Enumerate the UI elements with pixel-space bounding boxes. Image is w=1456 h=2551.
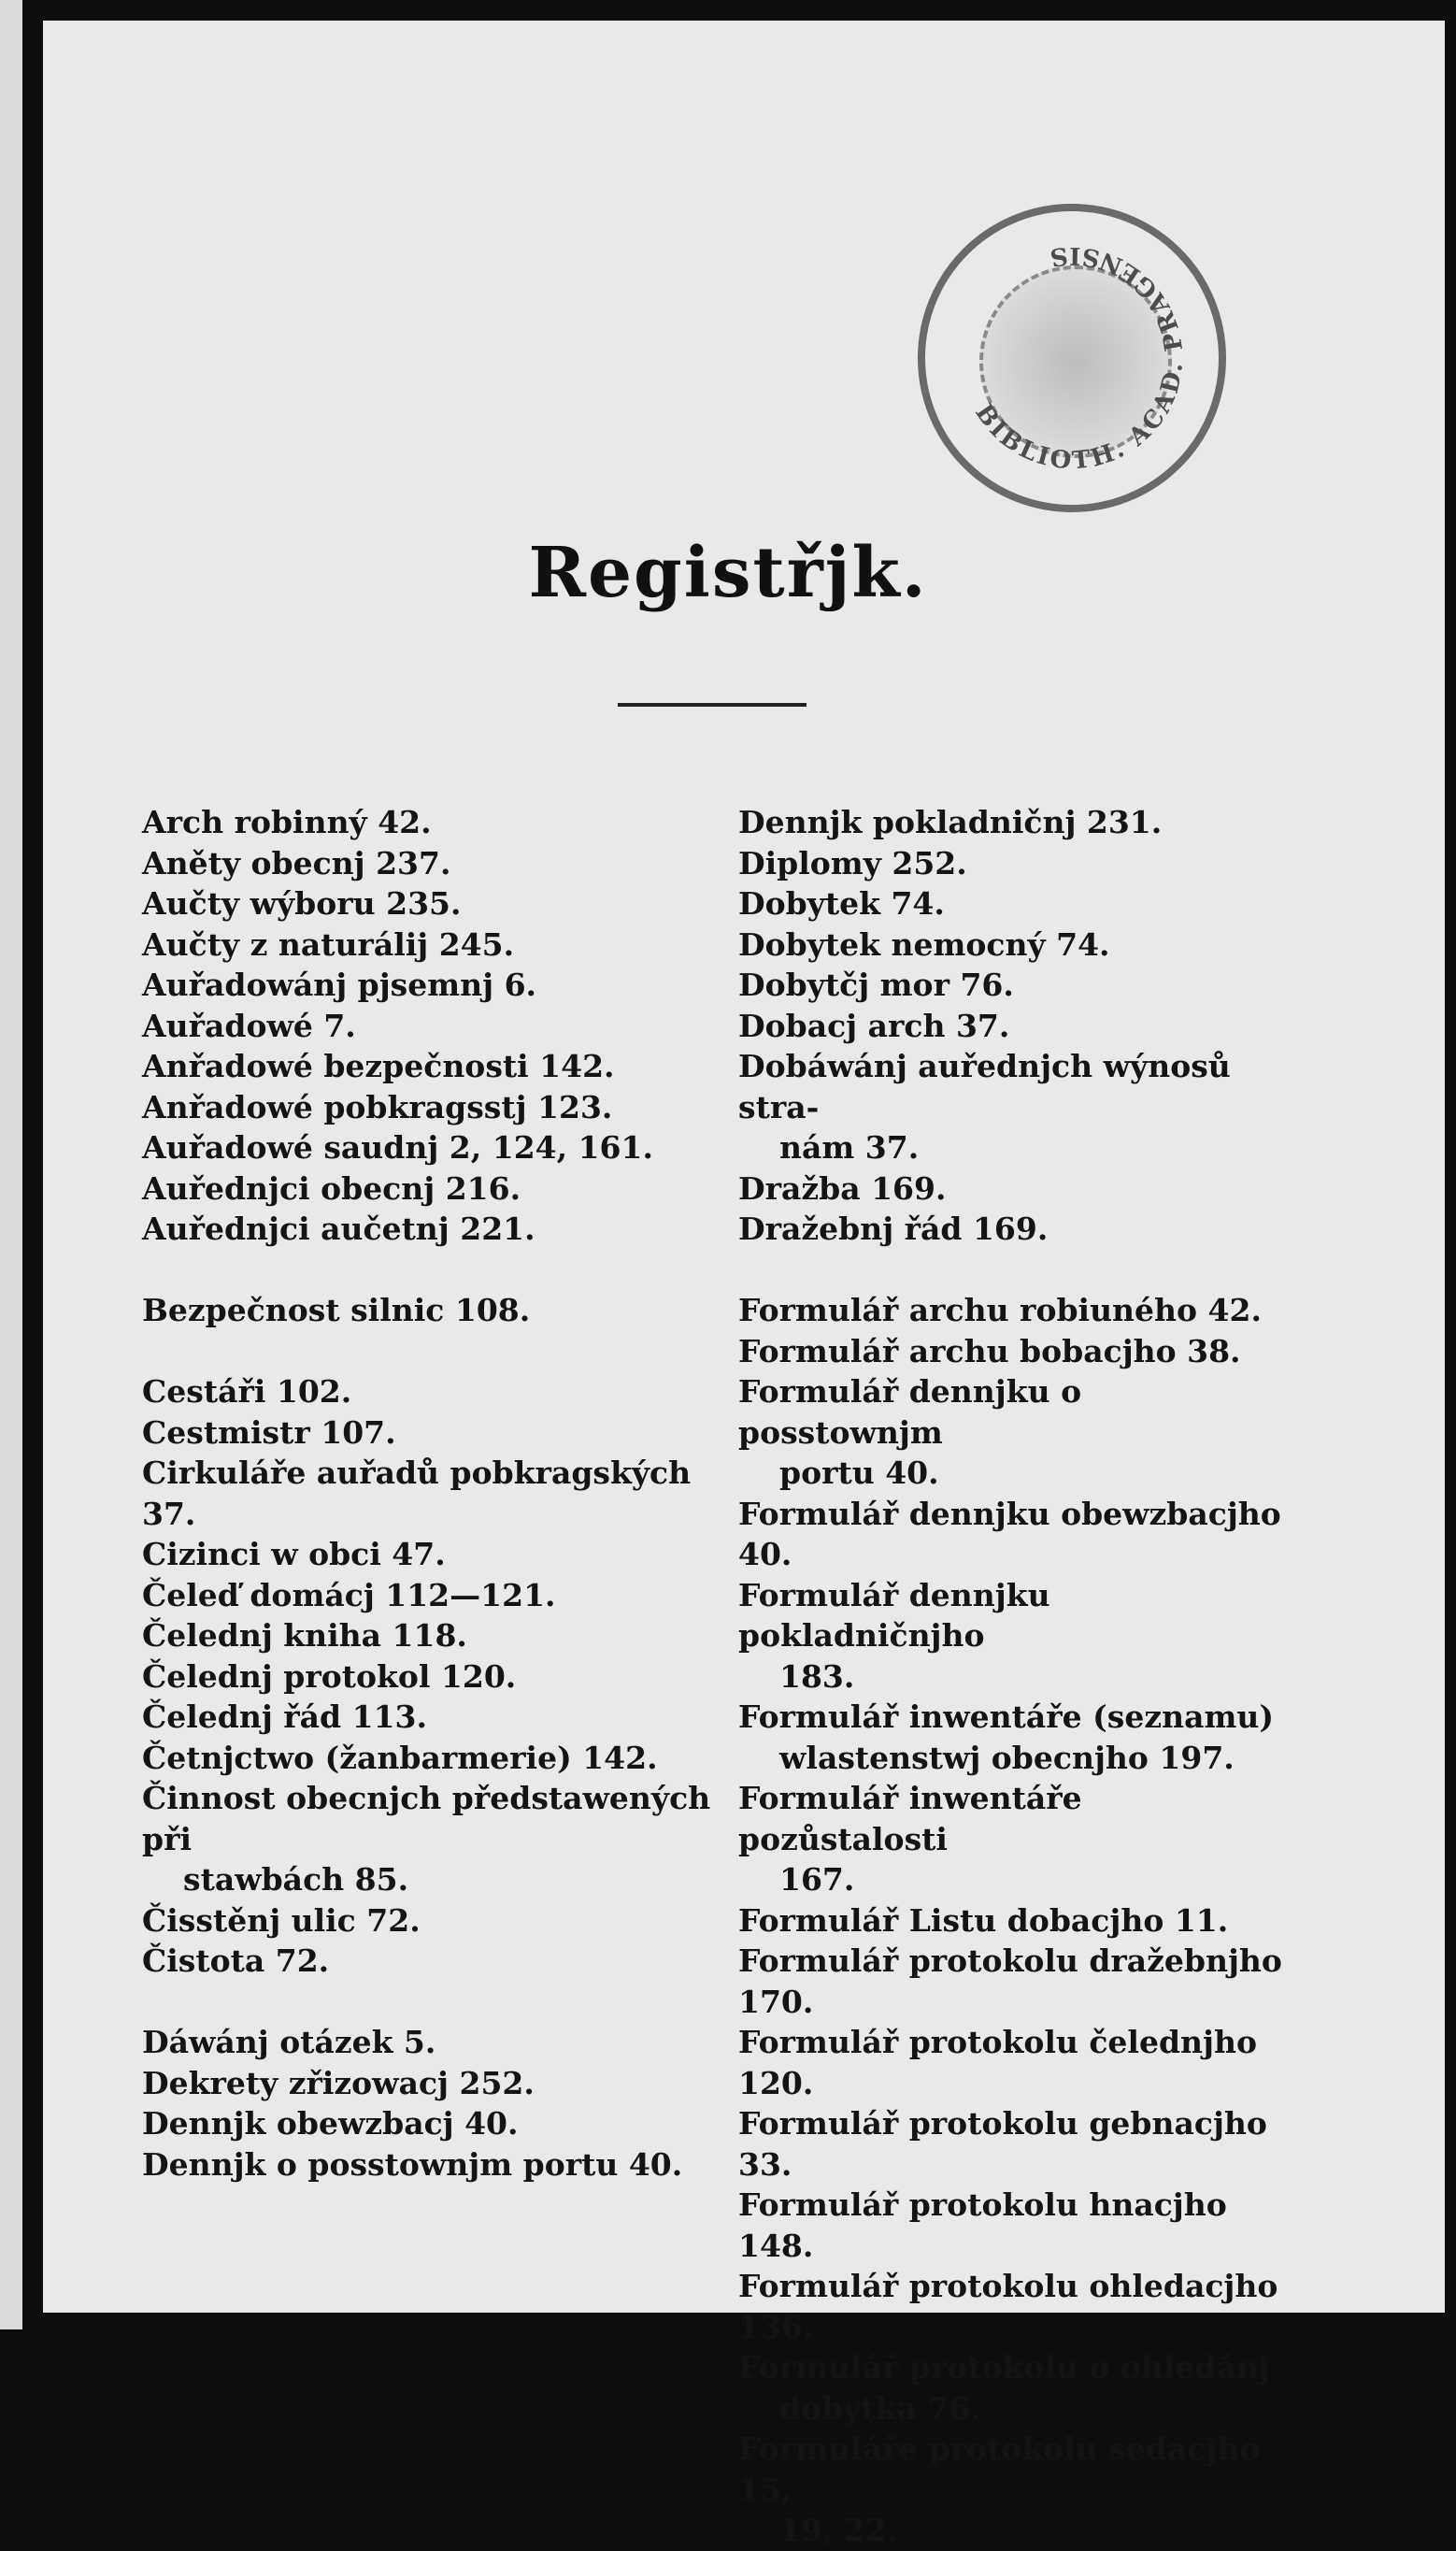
- index-entry-continuation: portu 40.: [779, 1455, 939, 1491]
- index-entry-text: Formulář protokolu hnacjho 148.: [738, 2186, 1227, 2264]
- index-entry-text: Dennjk obewzbacj 40.: [142, 2105, 519, 2142]
- index-entry: [738, 965, 1295, 1006]
- index-entry: [142, 1046, 721, 1087]
- index-entry: [738, 2266, 1295, 2347]
- index-entry-text: Čelednj řád 113.: [142, 1698, 427, 1735]
- index-entry: [738, 2022, 1295, 2103]
- index-entry: [738, 1290, 1295, 1331]
- index-entry-text: Dobytek nemocný 74.: [738, 925, 1110, 963]
- entry-group-gap: [142, 1331, 721, 1372]
- book-spine-edge: [0, 0, 32, 2329]
- index-entry-text: Arch robinný 42.: [142, 804, 432, 840]
- index-entry-text: Formulář protokolu ohledacjho 136.: [738, 2268, 1278, 2345]
- index-entry-continuation: 167.: [779, 1861, 855, 1898]
- stamp-ring-text: [925, 211, 1219, 505]
- index-entry: [142, 1006, 721, 1047]
- index-entry-text: Dražebnj řád 169.: [738, 1211, 1049, 1247]
- index-entry: [142, 1656, 721, 1698]
- index-entry-text: Auřednjci obecnj 216.: [142, 1169, 521, 1207]
- index-entry-text: Dennjk o posstownjm portu 40.: [142, 2145, 683, 2183]
- index-entry-text: Formulář dennjku obewzbacjho 40.: [738, 1495, 1281, 1572]
- index-entry: [142, 2063, 721, 2104]
- index-entry-text: Formulář inwentáře (seznamu): [738, 1698, 1274, 1735]
- index-entry-continuation: nám 37.: [779, 1129, 920, 1166]
- index-entry-text: Diplomy 252.: [738, 844, 967, 881]
- index-entry-continuation: stawbách 85.: [183, 1861, 409, 1898]
- index-entry-text: Dobytčj mor 76.: [738, 967, 1014, 1003]
- index-entry-text: Cestmistr 107.: [142, 1413, 396, 1451]
- index-entry: [738, 1209, 1295, 1250]
- index-entry-text: Auřednjci aučetnj 221.: [142, 1211, 535, 1247]
- entry-group-gap: [738, 1250, 1295, 1291]
- index-entry-text: Dobacj arch 37.: [738, 1007, 1010, 1044]
- index-entry: [142, 1127, 721, 1168]
- index-entry-text: Čelednj kniha 118.: [142, 1617, 467, 1654]
- index-entry-text: Aučty z naturálij 245.: [142, 925, 515, 963]
- index-entry: [738, 1168, 1295, 1210]
- title-divider: [618, 703, 807, 707]
- index-entry: [142, 1290, 721, 1331]
- index-entry: [142, 1738, 721, 1779]
- index-entry-text: Anřadowé bezpečnosti 142.: [142, 1048, 615, 1084]
- index-entry: [142, 924, 721, 966]
- index-entry-text: Čeleď domácj 112—121.: [142, 1576, 556, 1613]
- index-entry: [738, 2185, 1295, 2266]
- index-entry-text: Dekrety zřizowacj 252.: [142, 2064, 535, 2101]
- index-entry-text: Čelednj protokol 120.: [142, 1657, 517, 1695]
- index-entry-continuation: 183.: [779, 1657, 855, 1695]
- index-entry: [142, 2144, 721, 2186]
- index-entry: [142, 1900, 721, 1942]
- index-entry-text: Čistota 72.: [142, 1942, 330, 1979]
- index-entry: [738, 1941, 1295, 2022]
- index-entry: [738, 2103, 1295, 2185]
- index-entry: [142, 2103, 721, 2144]
- index-entry-continuation: dobytka 76.: [779, 2389, 981, 2427]
- index-entry-text: Cizinci w obci 47.: [142, 1536, 446, 1572]
- index-entry-text: Aučty wýboru 235.: [142, 885, 462, 922]
- index-entry: [142, 1941, 721, 1982]
- index-entry: [142, 965, 721, 1006]
- index-entry: [738, 1900, 1295, 1942]
- index-entry: [142, 843, 721, 884]
- index-entry-text: Formuláře protokolu sedacjho 15,: [738, 2430, 1261, 2508]
- index-entry: [142, 802, 721, 843]
- index-entry-text: Cirkuláře auřadů pobkragských 37.: [142, 1455, 692, 1532]
- library-stamp: [918, 204, 1226, 512]
- index-entry-continuation: 19, 22.: [779, 2512, 898, 2548]
- index-entry-text: Čisstěnj ulic 72.: [142, 1901, 421, 1939]
- index-entry: [738, 1575, 1295, 1698]
- index-entry: [142, 1087, 721, 1128]
- index-column-right: [738, 802, 1295, 2551]
- index-entry: [738, 2347, 1295, 2429]
- stamp-lettering-path: BIBLIOTH. ACAD. PRAGENSIS: [969, 240, 1190, 476]
- index-entry: [738, 843, 1295, 884]
- index-entry-text: Činnost obecnjch předstawených při: [142, 1780, 711, 1857]
- index-entry-text: Dražba 169.: [738, 1169, 947, 1207]
- index-entry: [142, 2022, 721, 2063]
- index-entry-text: Dobytek 74.: [738, 885, 945, 922]
- index-entry: [738, 1046, 1295, 1168]
- index-entry: [738, 1371, 1295, 1494]
- index-entry-text: Formulář archu robiuného 42.: [738, 1292, 1262, 1328]
- index-entry-text: Formulář protokolu dražebnjho 170.: [738, 1942, 1282, 2020]
- index-entry-text: Dáwánj otázek 5.: [142, 2024, 436, 2060]
- index-entry: [142, 1209, 721, 1250]
- index-entry: [142, 1453, 721, 1534]
- entry-group-gap: [142, 1982, 721, 2023]
- index-entry-text: Cestáři 102.: [142, 1373, 352, 1410]
- index-entry: [738, 2429, 1295, 2551]
- index-entry-text: Formulář archu bobacjho 38.: [738, 1332, 1241, 1369]
- index-entry: [142, 1575, 721, 1616]
- index-entry: [738, 1778, 1295, 1900]
- index-entry-text: Auřadowánj pjsemnj 6.: [142, 967, 537, 1003]
- index-entry-text: Bezpečnost silnic 108.: [142, 1292, 531, 1328]
- index-entry: [738, 1331, 1295, 1372]
- index-entry-text: Dobáwánj auřednjch wýnosů stra-: [738, 1048, 1231, 1125]
- index-entry-text: Dennjk pokladničnj 231.: [738, 804, 1163, 840]
- index-entry: [738, 1006, 1295, 1047]
- index-entry: [738, 802, 1295, 843]
- index-entry: [142, 1168, 721, 1210]
- index-entry-text: Formulář protokolu o ohledánj: [738, 2349, 1270, 2386]
- index-entry-text: Formulář protokolu gebnacjho 33.: [738, 2105, 1267, 2183]
- index-entry: [142, 1534, 721, 1575]
- index-entry: [738, 1494, 1295, 1575]
- index-entry-text: Anřadowé pobkragsstj 123.: [142, 1088, 613, 1125]
- page-title: Registřjk.: [528, 533, 928, 613]
- index-entry-text: Četnjctwo (žanbarmerie) 142.: [142, 1739, 658, 1776]
- index-entry: [738, 924, 1295, 966]
- stamp-lettering: [969, 241, 1189, 476]
- index-entry-text: Formulář dennjku pokladničnjho: [738, 1576, 1050, 1654]
- index-entry: [142, 1697, 721, 1738]
- index-entry-text: Auřadowé saudnj 2, 124, 161.: [142, 1129, 653, 1166]
- index-entry: [738, 883, 1295, 924]
- index-entry: [142, 1778, 721, 1900]
- index-entry: [142, 1371, 721, 1412]
- index-entry-text: Aněty obecnj 237.: [142, 844, 451, 881]
- index-entry-text: Auřadowé 7.: [142, 1007, 356, 1044]
- index-entry: [142, 883, 721, 924]
- index-entry: [142, 1615, 721, 1656]
- entry-group-gap: [142, 1250, 721, 1291]
- index-entry-text: Formulář protokolu čelednjho 120.: [738, 2024, 1257, 2101]
- index-entry-text: Formulář Listu dobacjho 11.: [738, 1901, 1229, 1939]
- index-entry-text: Formulář inwentáře pozůstalosti: [738, 1780, 1082, 1857]
- index-entry-text: Formulář dennjku o posstownjm: [738, 1373, 1082, 1451]
- index-column-left: [142, 802, 721, 2185]
- index-entry: [142, 1412, 721, 1454]
- index-entry: [738, 1697, 1295, 1778]
- index-entry-continuation: wlastenstwj obecnjho 197.: [779, 1739, 1235, 1776]
